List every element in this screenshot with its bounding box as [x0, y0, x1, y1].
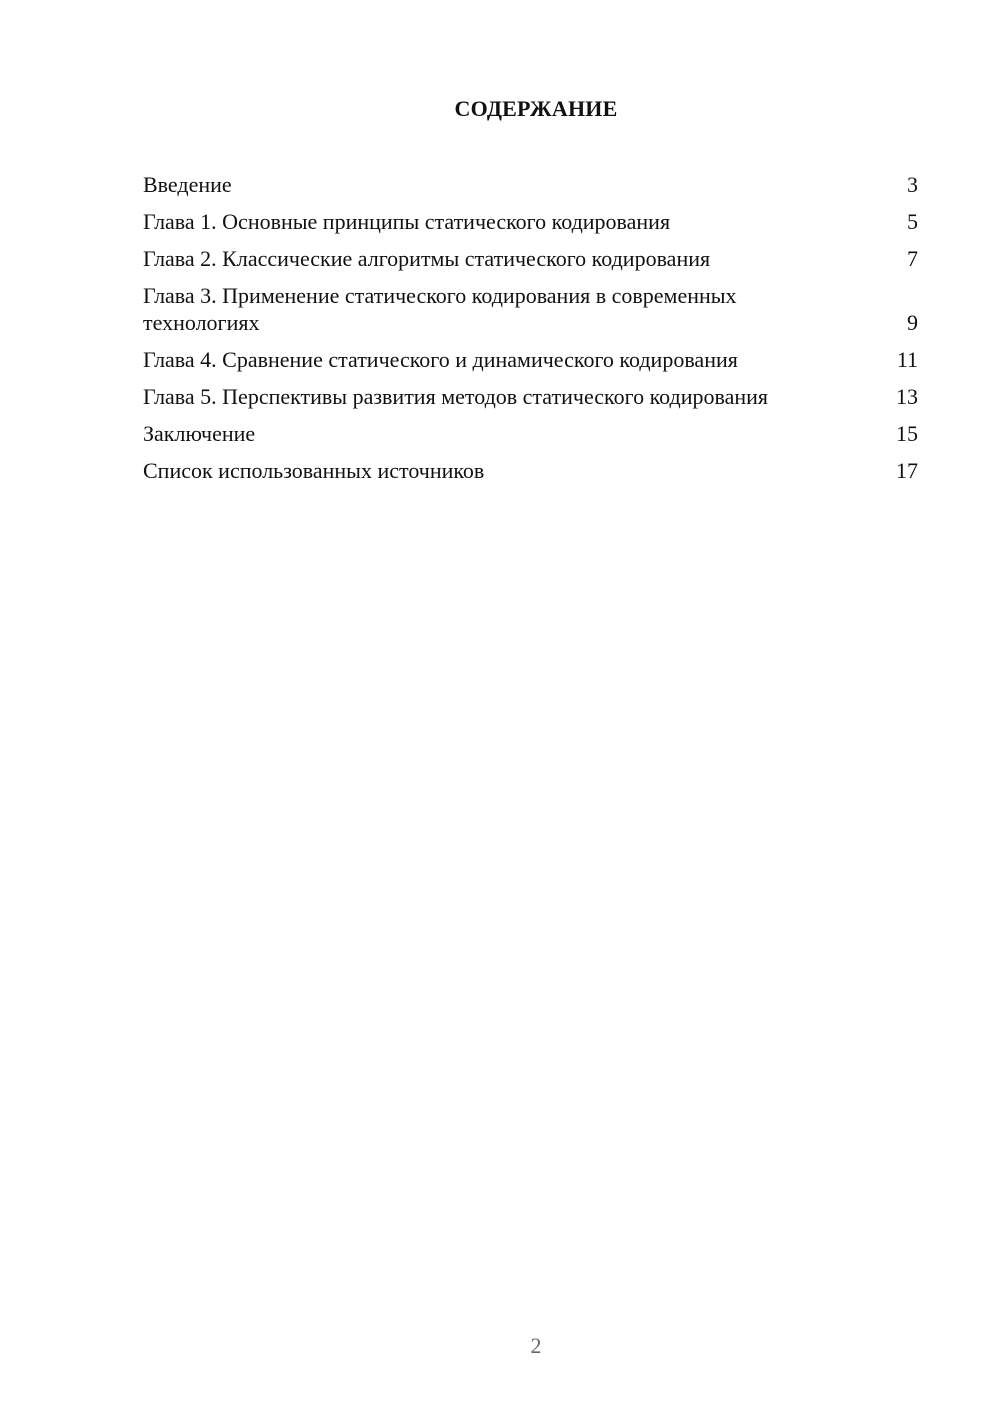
toc-entry [143, 171, 918, 198]
toc-entry [143, 346, 918, 373]
toc-entry-page: 9 [907, 310, 918, 335]
toc-entry-title: Заключение [143, 421, 256, 446]
toc-entry-page: 5 [907, 209, 918, 234]
toc-entry-title: Глава 1. Основные принципы статического кодирования [143, 209, 671, 234]
toc-entry [143, 457, 918, 484]
page-number: 2 [530, 1333, 542, 1358]
toc-entry [143, 282, 918, 336]
toc-entry [143, 383, 918, 410]
toc-entry-title: Глава 3. Применение статического кодирования в современных технологиях [143, 283, 737, 335]
toc-entry-page: 17 [896, 458, 918, 483]
toc-entry-title: Глава 5. Перспективы развития методов статического кодирования [143, 384, 769, 409]
toc-entry-page: 11 [896, 347, 918, 372]
toc-entry-page: 13 [896, 384, 918, 409]
toc-entry-title: Список использованных источников [143, 458, 485, 483]
toc-entry-page: 3 [907, 172, 918, 197]
toc-entry-title: Глава 2. Классические алгоритмы статического кодирования [143, 246, 711, 271]
toc-entry-page: 15 [896, 421, 918, 446]
toc-entry [143, 420, 918, 447]
toc-list [143, 171, 918, 494]
toc-entry-title: Глава 4. Сравнение статического и динамического кодирования [143, 347, 738, 372]
toc-entry [143, 245, 918, 272]
toc-heading: СОДЕРЖАНИЕ [454, 96, 618, 121]
toc-entry-title: Введение [143, 172, 232, 197]
toc-entry [143, 208, 918, 235]
toc-entry-page: 7 [907, 246, 918, 271]
